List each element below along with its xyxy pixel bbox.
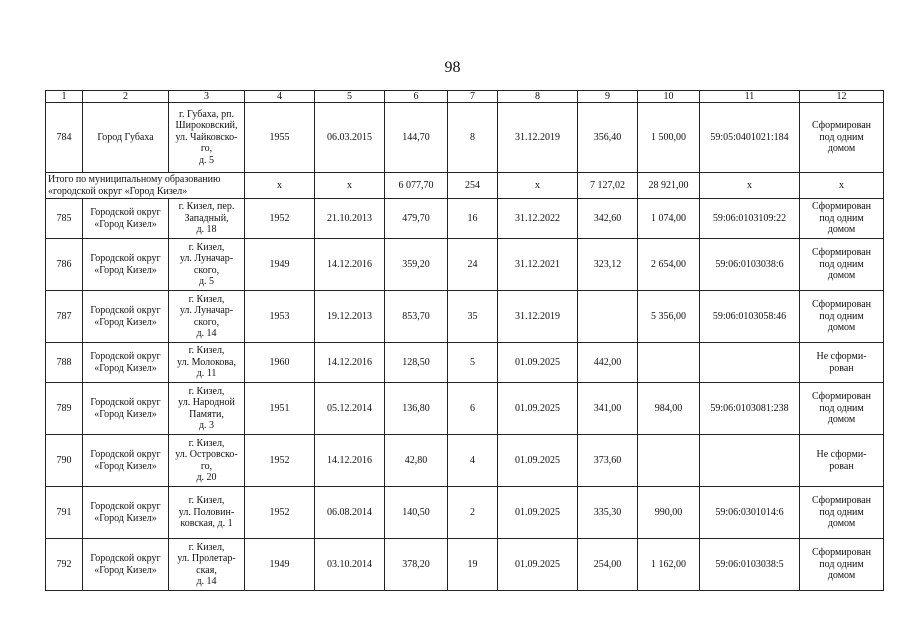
residents-cell: 254 xyxy=(448,173,498,199)
year-cell: 1951 xyxy=(245,383,315,435)
deadline-cell: x xyxy=(498,173,578,199)
column-header: 4 xyxy=(245,91,315,103)
deadline-cell: 31.12.2021 xyxy=(498,239,578,291)
municipality-cell: Городской округ «Город Кизел» xyxy=(83,343,169,383)
year-cell: 1952 xyxy=(245,199,315,239)
area-cell: 42,80 xyxy=(385,435,448,487)
deadline-cell: 01.09.2025 xyxy=(498,435,578,487)
year-cell: 1955 xyxy=(245,103,315,173)
row-number: 784 xyxy=(46,103,83,173)
area-cell: 128,50 xyxy=(385,343,448,383)
row-number: 785 xyxy=(46,199,83,239)
cost-cell: 1 074,00 xyxy=(638,199,700,239)
address-cell: г. Кизел, ул. Народной Памяти, д. 3 xyxy=(169,383,245,435)
area-cell: 144,70 xyxy=(385,103,448,173)
row-number: 787 xyxy=(46,291,83,343)
column-header: 1 xyxy=(46,91,83,103)
residents-cell: 4 xyxy=(448,435,498,487)
cadastral-number-cell: 59:06:0103058:46 xyxy=(700,291,800,343)
status-cell: Сформирован под одним домом xyxy=(800,199,884,239)
date-cell: 21.10.2013 xyxy=(315,199,385,239)
housing-registry-table xyxy=(45,90,884,591)
municipality-cell: Городской округ «Город Кизел» xyxy=(83,383,169,435)
column-header: 9 xyxy=(578,91,638,103)
residents-cell: 19 xyxy=(448,539,498,591)
subtotal-row[interactable] xyxy=(46,173,884,199)
cadastral-number-cell xyxy=(700,435,800,487)
table-row[interactable] xyxy=(46,539,884,591)
date-cell: 19.12.2013 xyxy=(315,291,385,343)
status-cell: x xyxy=(800,173,884,199)
cost-cell xyxy=(638,435,700,487)
date-cell: 14.12.2016 xyxy=(315,343,385,383)
land-area-cell: 356,40 xyxy=(578,103,638,173)
cost-cell: 28 921,00 xyxy=(638,173,700,199)
address-cell: г. Кизел, ул. Островско- го, д. 20 xyxy=(169,435,245,487)
cadastral-number-cell: 59:06:0103081:238 xyxy=(700,383,800,435)
year-cell: 1949 xyxy=(245,539,315,591)
cadastral-number-cell: 59:06:0301014:6 xyxy=(700,487,800,539)
date-cell: 06.03.2015 xyxy=(315,103,385,173)
status-cell: Сформирован под одним домом xyxy=(800,539,884,591)
residents-cell: 35 xyxy=(448,291,498,343)
table-row[interactable] xyxy=(46,487,884,539)
address-cell: г. Кизел, ул. Половин- ковская, д. 1 xyxy=(169,487,245,539)
land-area-cell: 323,12 xyxy=(578,239,638,291)
column-header: 10 xyxy=(638,91,700,103)
column-header: 2 xyxy=(83,91,169,103)
area-cell: 378,20 xyxy=(385,539,448,591)
deadline-cell: 01.09.2025 xyxy=(498,343,578,383)
status-cell: Сформирован под одним домом xyxy=(800,291,884,343)
column-header: 11 xyxy=(700,91,800,103)
residents-cell: 24 xyxy=(448,239,498,291)
deadline-cell: 31.12.2019 xyxy=(498,291,578,343)
status-cell: Не сформи- рован xyxy=(800,343,884,383)
address-cell: г. Кизел, ул. Луначар- ского, д. 5 xyxy=(169,239,245,291)
address-cell: г. Кизел, пер. Западный, д. 18 xyxy=(169,199,245,239)
column-number-row xyxy=(46,91,884,103)
status-cell: Сформирован под одним домом xyxy=(800,487,884,539)
cost-cell xyxy=(638,343,700,383)
area-cell: 136,80 xyxy=(385,383,448,435)
municipality-cell: Городской округ «Город Кизел» xyxy=(83,435,169,487)
row-number: 789 xyxy=(46,383,83,435)
status-cell: Сформирован под одним домом xyxy=(800,239,884,291)
cadastral-number-cell: 59:05:0401021:184 xyxy=(700,103,800,173)
municipality-cell: Город Губаха xyxy=(83,103,169,173)
land-area-cell: 442,00 xyxy=(578,343,638,383)
table-row[interactable] xyxy=(46,199,884,239)
area-cell: 140,50 xyxy=(385,487,448,539)
date-cell: 03.10.2014 xyxy=(315,539,385,591)
municipality-cell: Городской округ «Город Кизел» xyxy=(83,199,169,239)
year-cell: 1952 xyxy=(245,435,315,487)
status-cell: Не сформи- рован xyxy=(800,435,884,487)
year-cell: 1949 xyxy=(245,239,315,291)
column-header: 8 xyxy=(498,91,578,103)
land-area-cell: 342,60 xyxy=(578,199,638,239)
address-cell: г. Кизел, ул. Пролетар- ская, д. 14 xyxy=(169,539,245,591)
status-cell: Сформирован под одним домом xyxy=(800,103,884,173)
residents-cell: 16 xyxy=(448,199,498,239)
municipality-cell: Городской округ «Город Кизел» xyxy=(83,239,169,291)
table-row[interactable] xyxy=(46,343,884,383)
column-header: 7 xyxy=(448,91,498,103)
column-header: 12 xyxy=(800,91,884,103)
land-area-cell: 341,00 xyxy=(578,383,638,435)
row-number: 791 xyxy=(46,487,83,539)
land-area-cell: 7 127,02 xyxy=(578,173,638,199)
cost-cell: 5 356,00 xyxy=(638,291,700,343)
land-area-cell: 254,00 xyxy=(578,539,638,591)
residents-cell: 6 xyxy=(448,383,498,435)
cost-cell: 1 162,00 xyxy=(638,539,700,591)
deadline-cell: 01.09.2025 xyxy=(498,383,578,435)
table-row[interactable] xyxy=(46,383,884,435)
column-header: 5 xyxy=(315,91,385,103)
table-row[interactable] xyxy=(46,103,884,173)
date-cell: 05.12.2014 xyxy=(315,383,385,435)
date-cell: 14.12.2016 xyxy=(315,239,385,291)
date-cell: x xyxy=(315,173,385,199)
area-cell: 6 077,70 xyxy=(385,173,448,199)
cadastral-number-cell: 59:06:0103038:6 xyxy=(700,239,800,291)
table-row[interactable] xyxy=(46,291,884,343)
status-cell: Сформирован под одним домом xyxy=(800,383,884,435)
land-area-cell: 373,60 xyxy=(578,435,638,487)
cost-cell: 984,00 xyxy=(638,383,700,435)
cadastral-number-cell: x xyxy=(700,173,800,199)
cost-cell: 990,00 xyxy=(638,487,700,539)
deadline-cell: 01.09.2025 xyxy=(498,539,578,591)
year-cell: 1953 xyxy=(245,291,315,343)
area-cell: 853,70 xyxy=(385,291,448,343)
address-cell: г. Кизел, ул. Молокова, д. 11 xyxy=(169,343,245,383)
cost-cell: 1 500,00 xyxy=(638,103,700,173)
deadline-cell: 01.09.2025 xyxy=(498,487,578,539)
row-number: 790 xyxy=(46,435,83,487)
cadastral-number-cell xyxy=(700,343,800,383)
subtotal-label: Итого по муниципальному образованию «городской округ «Город Кизел» xyxy=(46,173,245,199)
municipality-cell: Городской округ «Город Кизел» xyxy=(83,539,169,591)
land-area-cell: 335,30 xyxy=(578,487,638,539)
page-number: 98 xyxy=(444,59,461,76)
table-row[interactable] xyxy=(46,435,884,487)
date-cell: 06.08.2014 xyxy=(315,487,385,539)
land-area-cell xyxy=(578,291,638,343)
municipality-cell: Городской округ «Город Кизел» xyxy=(83,487,169,539)
address-cell: г. Кизел, ул. Луначар- ского, д. 14 xyxy=(169,291,245,343)
cost-cell: 2 654,00 xyxy=(638,239,700,291)
column-header: 3 xyxy=(169,91,245,103)
address-cell: г. Губаха, рп. Широковский, ул. Чайковско- го, д. 5 xyxy=(169,103,245,173)
year-cell: 1952 xyxy=(245,487,315,539)
date-cell: 14.12.2016 xyxy=(315,435,385,487)
residents-cell: 5 xyxy=(448,343,498,383)
area-cell: 359,20 xyxy=(385,239,448,291)
deadline-cell: 31.12.2022 xyxy=(498,199,578,239)
deadline-cell: 31.12.2019 xyxy=(498,103,578,173)
table-row[interactable] xyxy=(46,239,884,291)
residents-cell: 2 xyxy=(448,487,498,539)
residents-cell: 8 xyxy=(448,103,498,173)
year-cell: 1960 xyxy=(245,343,315,383)
year-cell: x xyxy=(245,173,315,199)
municipality-cell: Городской округ «Город Кизел» xyxy=(83,291,169,343)
row-number: 792 xyxy=(46,539,83,591)
row-number: 788 xyxy=(46,343,83,383)
cadastral-number-cell: 59:06:0103109:22 xyxy=(700,199,800,239)
table-body xyxy=(46,103,884,591)
column-header: 6 xyxy=(385,91,448,103)
row-number: 786 xyxy=(46,239,83,291)
area-cell: 479,70 xyxy=(385,199,448,239)
cadastral-number-cell: 59:06:0103038:5 xyxy=(700,539,800,591)
